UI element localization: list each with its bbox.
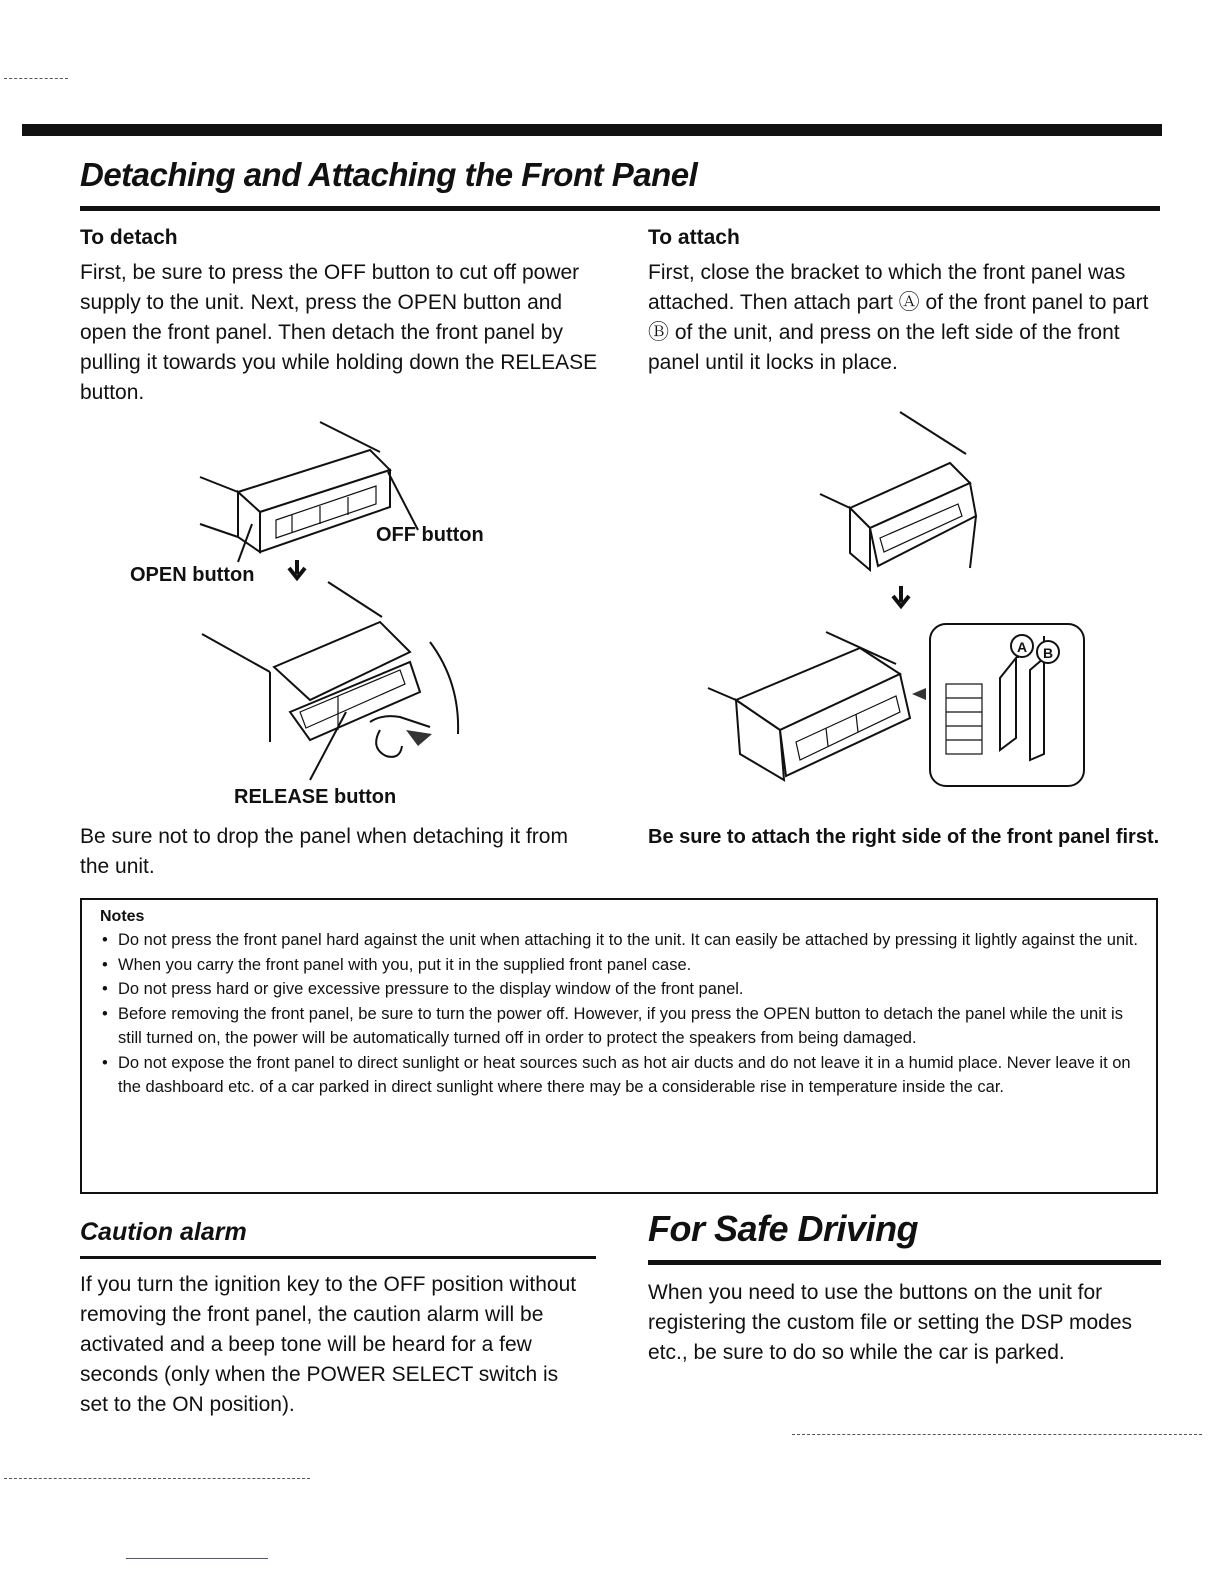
note-item: • Do not press the front panel hard against the unit when attaching it to the unit. It can easily be attached by pressing it lightly against the unit.: [100, 928, 1138, 953]
note-item: • Before removing the front panel, be sure to turn the power off. However, if you press the OPEN button to detach the panel while the unit is still turned on, the power will be automatically turned off in order to protect the speakers from being damaged.: [100, 1002, 1138, 1051]
detach-heading: To detach: [80, 226, 178, 249]
note-item: • When you carry the front panel with you, put it in the supplied front panel case.: [100, 953, 1138, 978]
safe-driving-rule: [648, 1260, 1161, 1265]
open-button-label: OPEN button: [130, 564, 255, 586]
scan-dash-top-left: [4, 78, 68, 79]
attach-unit-upper-drawing: [820, 412, 976, 570]
attach-detail-inset: [930, 624, 1084, 786]
unit-lower-drawing: [202, 582, 458, 780]
attach-caption: Be sure to attach the right side of the front panel first.: [648, 826, 1160, 848]
note-item: • Do not expose the front panel to direct sunlight or heat sources such as hot air ducts and do not leave it in a humid place. Never leave it on the dashboard etc. of a car parked in direct sunlight where there may be a considerable rise in temperature inside the car.: [100, 1051, 1138, 1100]
attach-body: First, close the bracket to which the front panel was attached. Then attach part Ⓐ of the front panel to part Ⓑ of the unit, and press on the left side of the front panel until it locks in place.: [648, 261, 1149, 374]
caution-body: If you turn the ignition key to the OFF position without removing the front panel, the caution alarm will be activated and a beep tone will be heard for a few seconds (only when the POWER SELECT switch is set to the ON position).: [80, 1273, 577, 1416]
part-b-label: B: [1042, 645, 1054, 661]
release-button-label: RELEASE button: [234, 786, 397, 808]
caution-rule: [80, 1256, 596, 1259]
detach-caption: Be sure not to drop the panel when detaching it from the unit.: [80, 825, 568, 878]
section-title: Detaching and Attaching the Front Panel: [80, 156, 698, 193]
notes-title: Notes: [100, 908, 145, 925]
scan-dash-bottom-right: [792, 1434, 1202, 1435]
attach-arrow-down-icon: [893, 586, 909, 606]
top-bar: [22, 124, 1162, 136]
notes-box: [80, 898, 1158, 1194]
safe-driving-body: When you need to use the buttons on the unit for registering the custom file or setting the DSP modes etc., be sure to do so while the car is parked.: [648, 1281, 1133, 1364]
arrow-down-icon: [284, 558, 310, 584]
off-button-label: OFF button: [376, 524, 484, 546]
notes-list: [100, 928, 1138, 1100]
safe-driving-title: For Safe Driving: [648, 1208, 919, 1249]
part-a-label: A: [1016, 639, 1028, 655]
attach-heading: To attach: [648, 226, 740, 249]
detach-body: First, be sure to press the OFF button to cut off power supply to the unit. Next, press the OPEN button and open the front panel. Then detach the front panel by pulling it towards you while holding down the RELEASE button.: [80, 261, 598, 404]
attach-unit-lower-drawing: [708, 632, 926, 780]
scan-dash-bottom-left: [4, 1478, 310, 1479]
caution-title: Caution alarm: [80, 1218, 247, 1246]
detach-illustration: [180, 412, 500, 792]
note-item: • Do not press hard or give excessive pressure to the display window of the front panel.: [100, 977, 1138, 1002]
attach-illustration: [700, 408, 1100, 798]
scan-line-bottom: [126, 1558, 268, 1559]
section-title-rule: [80, 206, 1160, 211]
